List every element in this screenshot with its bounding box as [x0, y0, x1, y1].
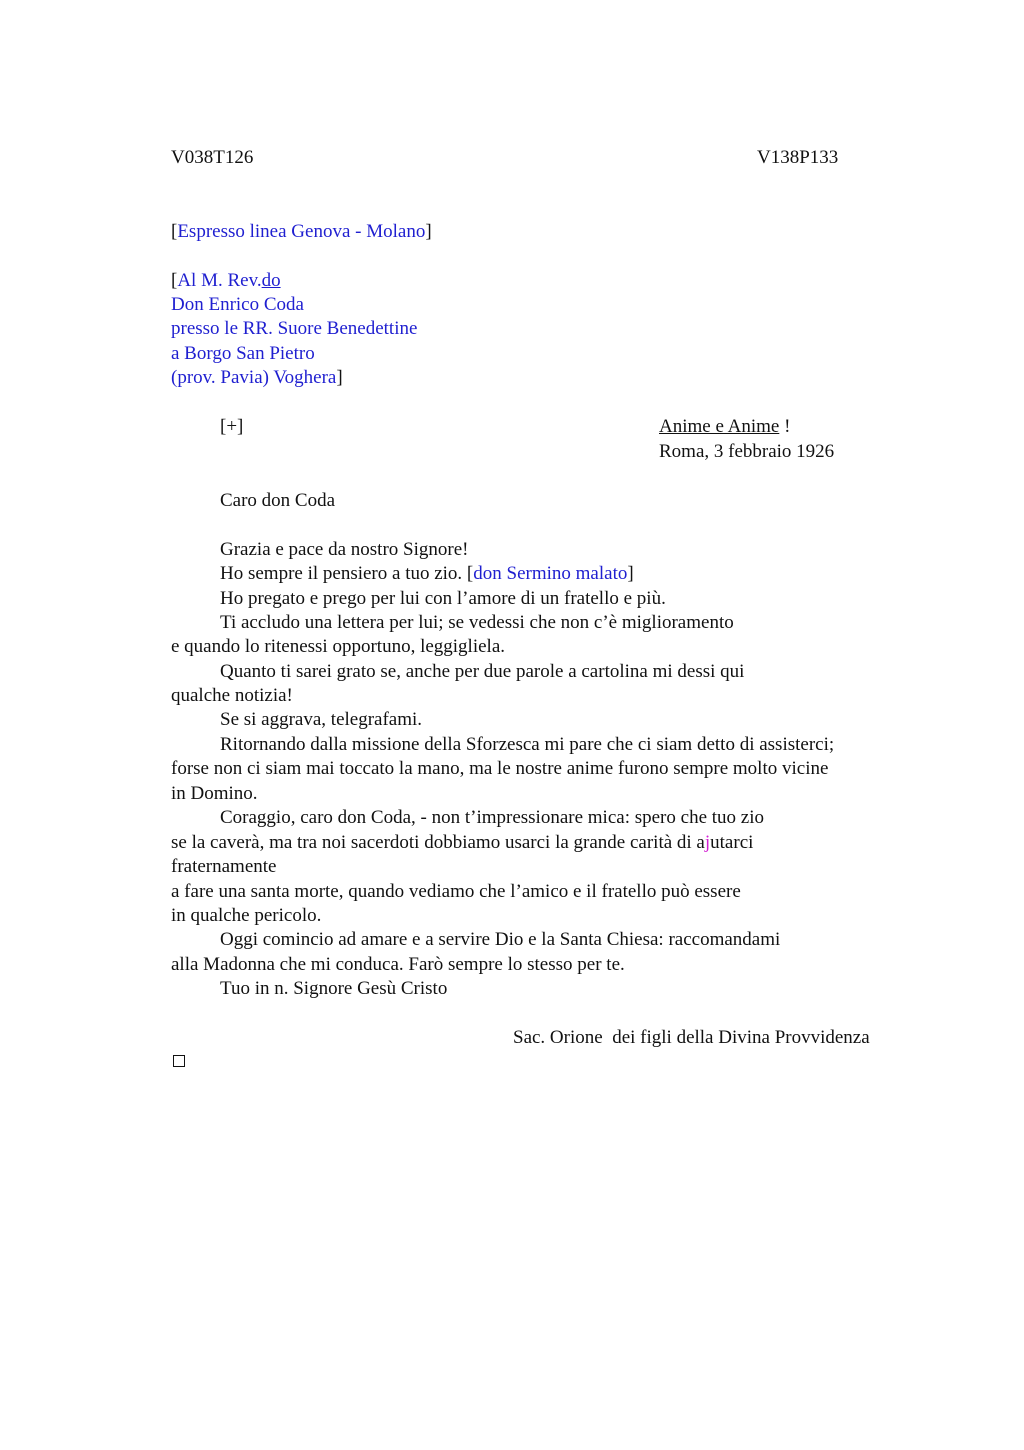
body-line: Coraggio, caro don Coda, - non t’impressionare mica: spero che tuo zio — [220, 807, 764, 828]
end-mark-square — [173, 1055, 185, 1067]
address-prefix: Al M. Rev. — [177, 270, 262, 291]
signature: Sac. Orione dei figli della Divina Provvidenza — [513, 1027, 870, 1048]
postal-service-text: Espresso linea Genova - Molano — [177, 221, 426, 242]
motto — [659, 415, 790, 439]
cross-mark: [+] — [220, 416, 244, 437]
body-line — [171, 831, 753, 855]
motto-suffix: ! — [779, 416, 791, 437]
body-line: Quanto ti sarei grato se, anche per due parole a cartolina mi dessi qui — [220, 661, 745, 682]
editorial-note: don Sermino malato — [473, 563, 628, 584]
archive-code-left: V038T126 — [171, 147, 254, 168]
body-line: Ho pregato e prego per lui con l’amore di un fratello e più. — [220, 588, 666, 609]
body-line: qualche notizia! — [171, 685, 293, 706]
body-line: Grazia e pace da nostro Signore! — [220, 539, 469, 560]
postal-service-note: [Espresso linea Genova - Molano] — [171, 221, 432, 242]
body-line: Oggi comincio ad amare e a servire Dio e la Santa Chiesa: raccomandami — [220, 929, 781, 950]
place-date: Roma, 3 febbraio 1926 — [659, 441, 835, 462]
variant-letter: j — [704, 832, 711, 853]
body-line: forse non ci siam mai toccato la mano, ma le nostre anime furono sempre molto vicine — [171, 758, 829, 779]
body-line: Ti accludo una lettera per lui; se vedessi che non c’è miglioramento — [220, 612, 734, 633]
body-line: a fare una santa morte, quando vediamo che l’amico e il fratello può essere — [171, 881, 741, 902]
body-line: alla Madonna che mi conduca. Farò sempre lo stesso per te. — [171, 954, 625, 975]
address-line-5: (prov. Pavia) Voghera] — [171, 367, 343, 388]
motto-text: Anime e Anime — [659, 416, 780, 437]
body-line: in Domino. — [171, 783, 258, 804]
archive-code-right: V138P133 — [757, 147, 839, 168]
body-line — [220, 562, 634, 586]
body-line-text: se la caverà, ma tra noi sacerdoti dobbiamo usarci la grande carità di a — [171, 832, 705, 853]
body-line: in qualche pericolo. — [171, 905, 322, 926]
address-line-5-text: (prov. Pavia) Voghera — [171, 367, 337, 388]
closing-line: Tuo in n. Signore Gesù Cristo — [220, 978, 448, 999]
address-abbreviation: do — [261, 270, 281, 291]
bracket-close: ] — [627, 563, 634, 584]
address-line-3: presso le RR. Suore Benedettine — [171, 318, 418, 339]
body-line-text: utarci — [710, 832, 754, 853]
body-line: e quando lo ritenessi opportuno, leggigliela. — [171, 636, 506, 657]
address-line-1: [Al M. Rev.do — [171, 270, 281, 291]
body-line-text: Ho sempre il pensiero a tuo zio. [ — [220, 563, 474, 584]
address-line-4: a Borgo San Pietro — [171, 343, 315, 364]
address-line-2: Don Enrico Coda — [171, 294, 304, 315]
body-line: Ritornando dalla missione della Sforzesca mi pare che ci siam detto di assisterci; — [220, 734, 835, 755]
body-line: fraternamente — [171, 856, 277, 877]
salutation: Caro don Coda — [220, 490, 336, 511]
body-line: Se si aggrava, telegrafami. — [220, 709, 423, 730]
